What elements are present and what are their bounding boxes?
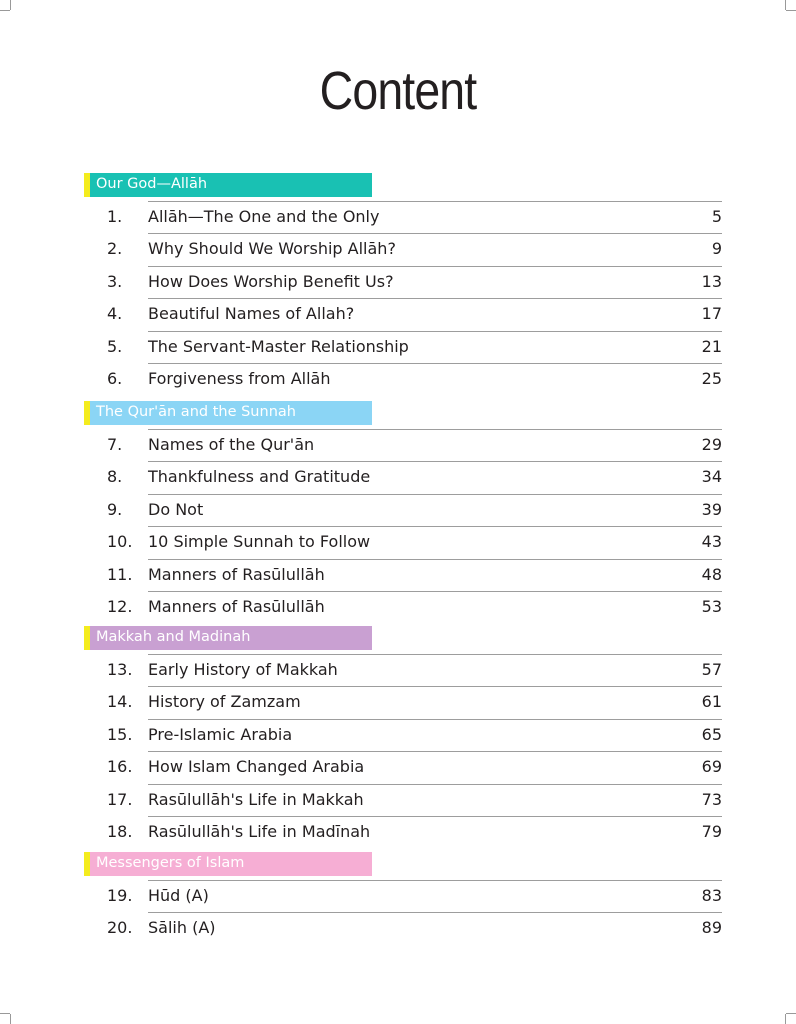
section-title: Makkah and Madinah (96, 629, 251, 645)
toc-entry[interactable] (0, 721, 796, 753)
entry-page-number: 21 (701, 336, 722, 356)
toc-entry[interactable] (0, 365, 796, 397)
entry-title: Rasūlullāh's Life in Madīnah (148, 822, 371, 841)
toc-entry[interactable] (0, 463, 796, 495)
entry-page-number: 65 (701, 724, 722, 744)
entry-number: 16. (107, 757, 133, 777)
entry-page-number: 89 (701, 918, 722, 938)
section-header (84, 852, 372, 876)
divider (148, 331, 722, 332)
entry-title: Forgiveness from Allāh (148, 369, 331, 388)
entry-title: The Servant-Master Relationship (148, 336, 409, 356)
toc-entry[interactable] (0, 561, 796, 593)
divider (148, 233, 722, 234)
entry-number: 8. (107, 467, 123, 487)
divider (148, 526, 722, 527)
entry-page-number: 34 (701, 467, 722, 487)
entry-page-number: 25 (701, 369, 722, 388)
divider (148, 784, 722, 785)
crop-mark (785, 0, 786, 10)
section-title: Our God—Allāh (96, 176, 208, 192)
entry-title: Sālih (A) (148, 918, 216, 938)
entry-title: Names of the Qur'ān (148, 435, 315, 454)
entry-number: 19. (107, 886, 133, 905)
toc-entry[interactable] (0, 528, 796, 560)
entry-page-number: 13 (701, 271, 722, 291)
entry-title: Pre-Islamic Arabia (148, 724, 293, 744)
divider (148, 266, 722, 267)
divider (148, 201, 722, 202)
section-title: The Qur'ān and the Sunnah (96, 404, 296, 420)
section-header (84, 173, 372, 197)
divider (148, 719, 722, 720)
entry-title: Do Not (148, 499, 204, 519)
crop-mark (10, 1014, 11, 1024)
entry-number: 2. (107, 239, 123, 259)
section-header (84, 401, 372, 425)
entry-title: Early History of Makkah (148, 660, 338, 679)
entry-title: History of Zamzam (148, 692, 301, 712)
divider (148, 363, 722, 364)
entry-page-number: 79 (701, 822, 722, 841)
toc-entry[interactable] (0, 235, 796, 267)
entry-page-number: 61 (701, 692, 722, 712)
crop-mark (786, 1013, 796, 1014)
toc-entry[interactable] (0, 882, 796, 914)
entry-number: 5. (107, 336, 123, 356)
section-header (84, 626, 372, 650)
crop-mark (786, 10, 796, 11)
toc-entry[interactable] (0, 914, 796, 946)
crop-mark (10, 0, 11, 10)
entry-page-number: 73 (701, 789, 722, 809)
divider (148, 686, 722, 687)
entry-number: 17. (107, 789, 133, 809)
crop-mark (785, 1014, 786, 1024)
entry-number: 10. (107, 532, 133, 552)
entry-number: 6. (107, 369, 123, 388)
entry-page-number: 9 (711, 239, 722, 259)
toc-entry[interactable] (0, 203, 796, 235)
entry-number: 11. (107, 564, 133, 584)
entry-number: 13. (107, 660, 133, 679)
entry-number: 4. (107, 304, 123, 324)
entry-title: How Islam Changed Arabia (148, 757, 365, 777)
divider (148, 654, 722, 655)
divider (148, 912, 722, 913)
entry-page-number: 29 (701, 435, 722, 454)
toc-entry[interactable] (0, 593, 796, 625)
entry-page-number: 5 (711, 207, 722, 226)
toc-entry[interactable] (0, 786, 796, 818)
entry-title: Why Should We Worship Allāh? (148, 239, 396, 259)
divider (148, 591, 722, 592)
toc-entry[interactable] (0, 496, 796, 528)
toc-entry[interactable] (0, 818, 796, 850)
entry-title: 10 Simple Sunnah to Follow (148, 532, 371, 552)
toc-entry[interactable] (0, 300, 796, 332)
toc-entry[interactable] (0, 688, 796, 720)
divider (148, 298, 722, 299)
divider (148, 751, 722, 752)
entry-title: Rasūlullāh's Life in Makkah (148, 789, 364, 809)
entry-title: How Does Worship Benefit Us? (148, 271, 394, 291)
toc-entry[interactable] (0, 268, 796, 300)
entry-number: 12. (107, 597, 133, 616)
entry-number: 9. (107, 499, 123, 519)
crop-mark (0, 10, 10, 11)
entry-number: 14. (107, 692, 133, 712)
entry-page-number: 57 (701, 660, 722, 679)
entry-number: 18. (107, 822, 133, 841)
page-title: Content (319, 61, 477, 121)
entry-title: Thankfulness and Gratitude (148, 467, 371, 487)
entry-page-number: 69 (701, 757, 722, 777)
entry-number: 15. (107, 724, 133, 744)
toc-entry[interactable] (0, 656, 796, 688)
entry-page-number: 53 (701, 597, 722, 616)
divider (148, 494, 722, 495)
entry-title: Manners of Rasūlullāh (148, 597, 325, 616)
entry-page-number: 83 (701, 886, 722, 905)
entry-title: Beautiful Names of Allah? (148, 304, 355, 324)
entry-number: 1. (107, 207, 123, 226)
entry-page-number: 48 (701, 564, 722, 584)
entry-page-number: 43 (701, 532, 722, 552)
divider (148, 559, 722, 560)
crop-mark (0, 1013, 10, 1014)
entry-number: 20. (107, 918, 133, 938)
divider (148, 816, 722, 817)
entry-title: Hūd (A) (148, 886, 209, 905)
entry-number: 7. (107, 435, 123, 454)
entry-title: Allāh—The One and the Only (148, 207, 380, 226)
toc-entry[interactable] (0, 753, 796, 785)
divider (148, 880, 722, 881)
toc-entry[interactable] (0, 431, 796, 463)
entry-number: 3. (107, 271, 123, 291)
toc-entry[interactable] (0, 333, 796, 365)
section-title: Messengers of Islam (96, 855, 245, 871)
entry-page-number: 17 (701, 304, 722, 324)
entry-title: Manners of Rasūlullāh (148, 564, 325, 584)
entry-page-number: 39 (701, 499, 722, 519)
divider (148, 461, 722, 462)
divider (148, 429, 722, 430)
